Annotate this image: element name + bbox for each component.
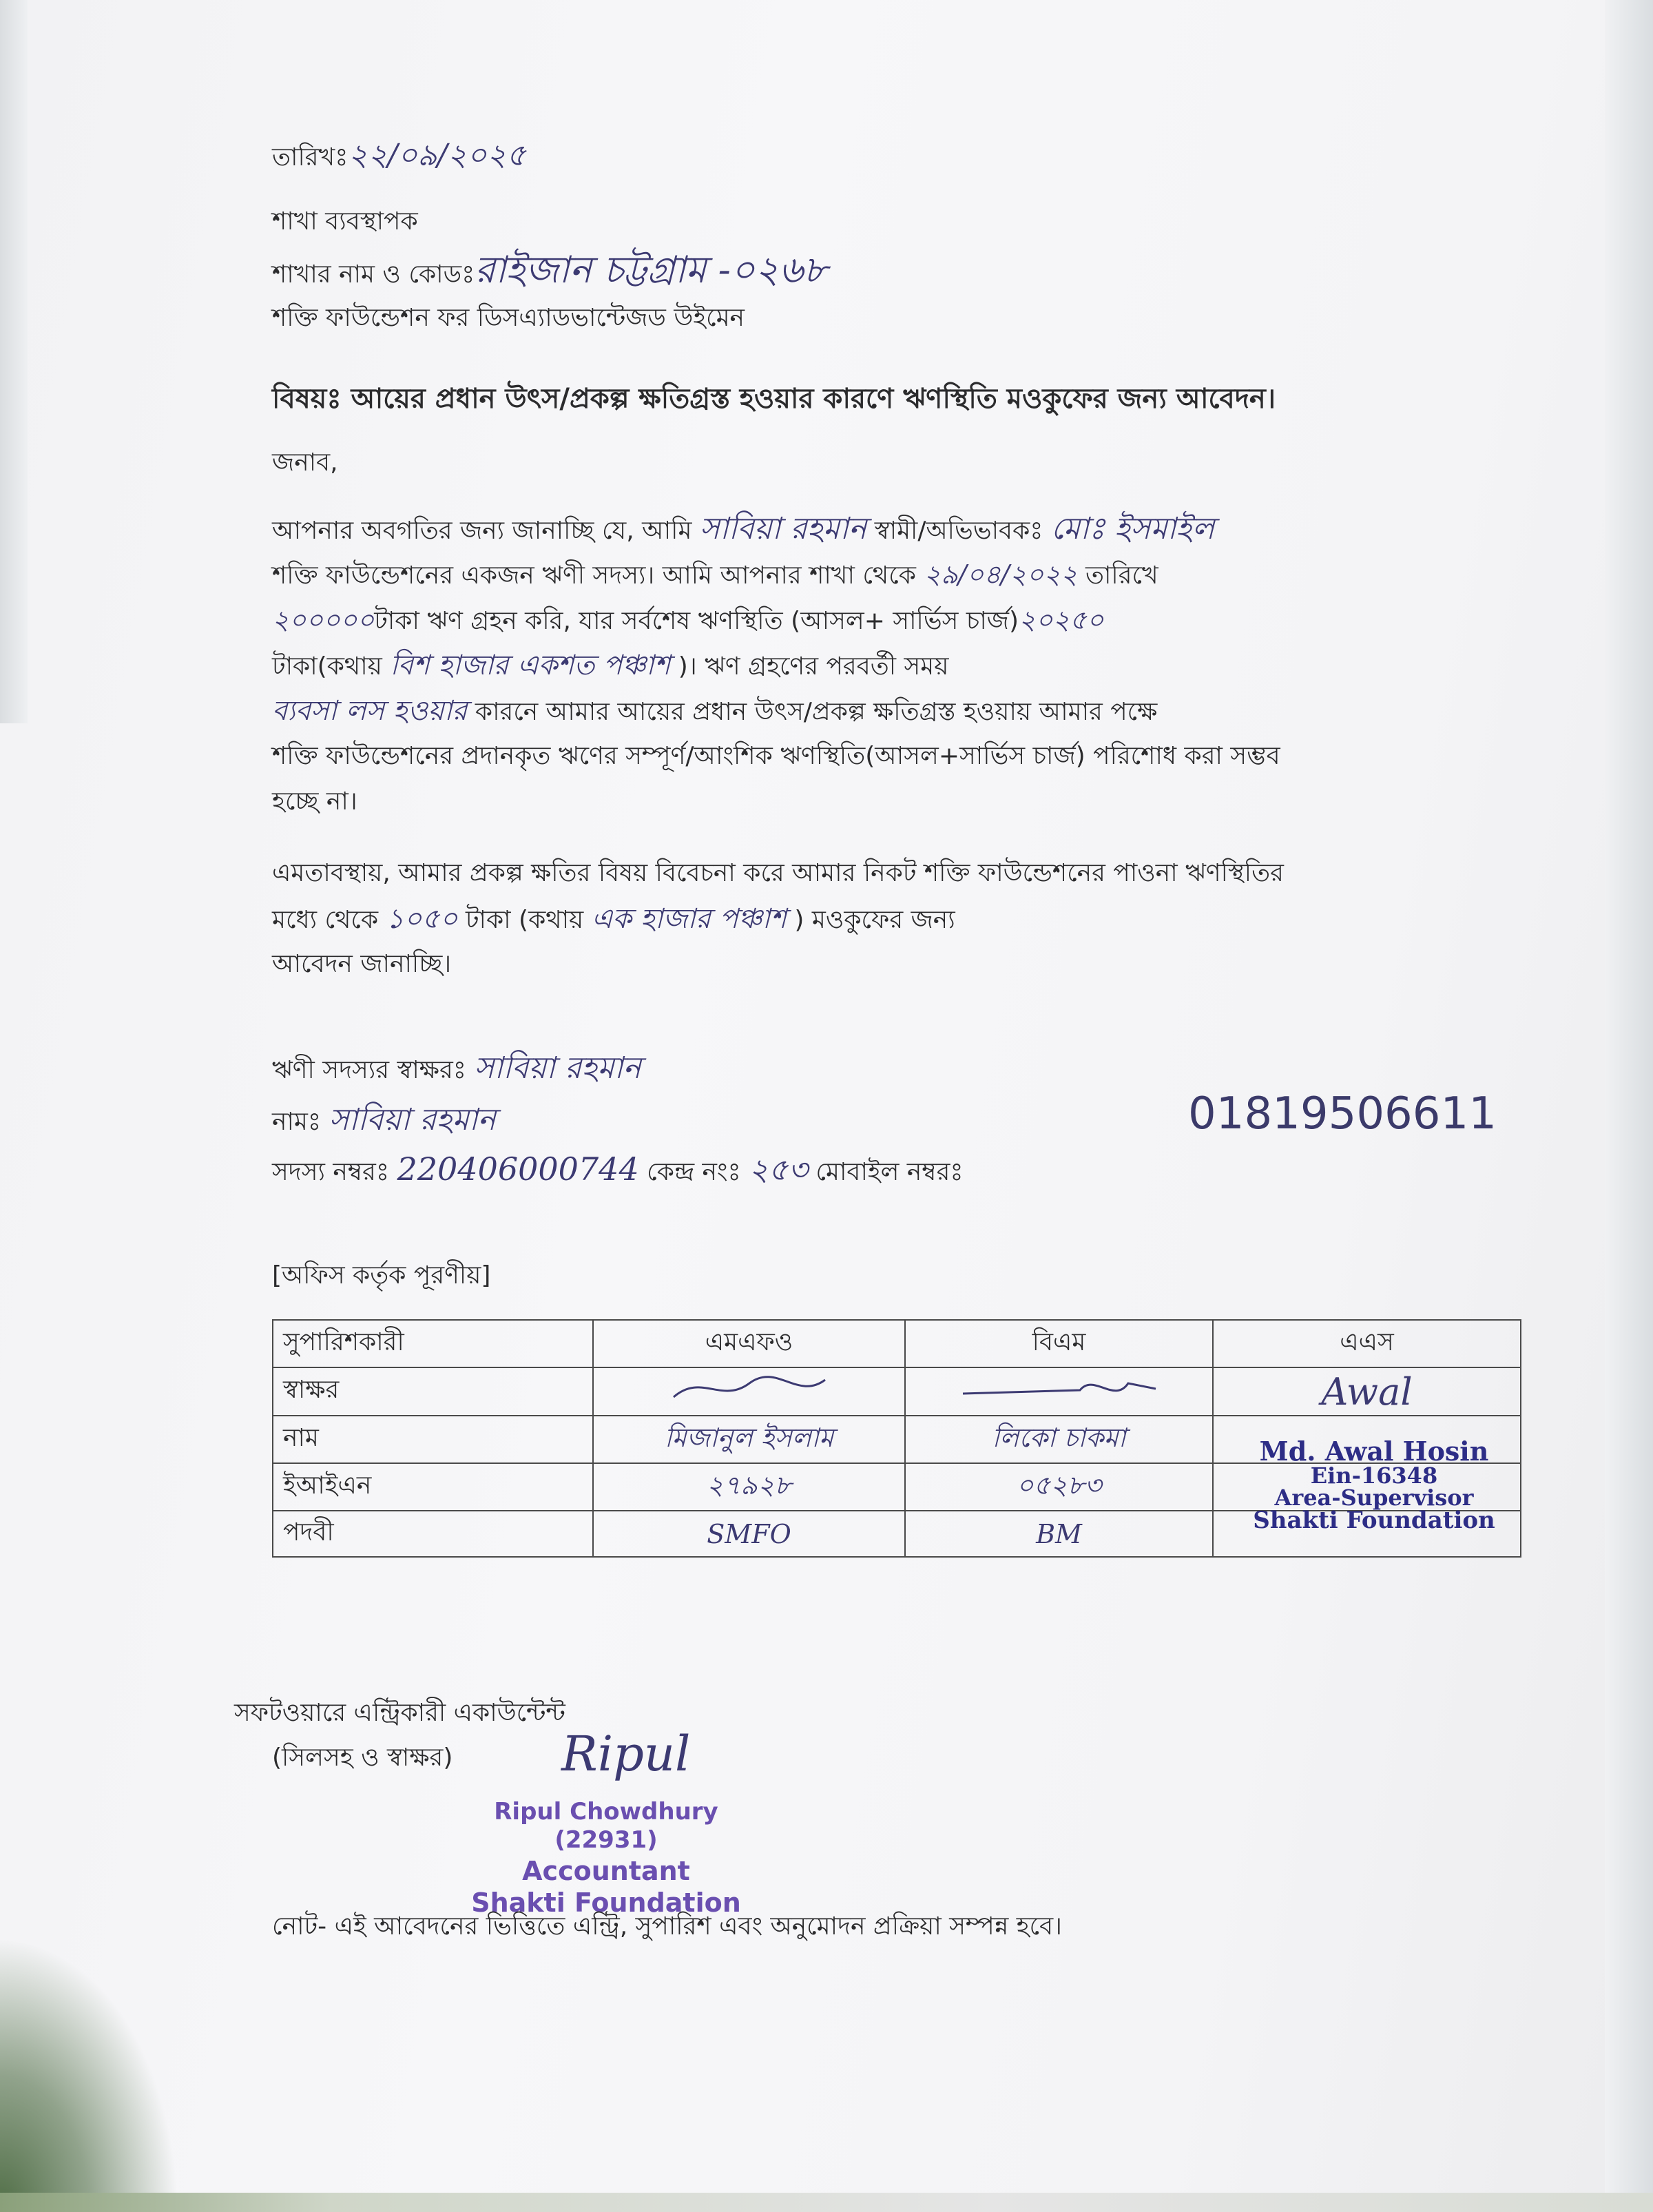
row-label-name: নাম [273, 1416, 593, 1463]
waiver-amount-handwritten: ১০৫০ [386, 903, 458, 935]
row-label-post: পদবী [273, 1511, 593, 1557]
member-signature-row [272, 1051, 641, 1087]
text-segment: শক্তি ফাউন্ডেশনের একজন ঋণী সদস্য। আমি আপনার শাখা থেকে [272, 561, 916, 590]
balance-handwritten: ২০২৫০ [1019, 605, 1104, 635]
org-name: শক্তি ফাউন্ডেশন ফর ডিসএ্যাডভান্টেজড উইমেন [272, 304, 745, 332]
addressee-line: শাখা ব্যবস্থাপক [272, 207, 418, 236]
mobile-number: 01819506611 [1188, 1088, 1497, 1139]
waiver-words-handwritten: এক হাজার পঞ্চাশ [591, 903, 787, 935]
office-section-title: [অফিস কর্তৃক পূরণীয়] [272, 1261, 491, 1290]
text-segment: )। ঋণ গ্রহণের পরবর্তী সময় [678, 652, 949, 681]
member-name: সাবিয়া রহমান [329, 1102, 496, 1137]
stamp-designation: Area-Supervisor [1274, 1485, 1474, 1511]
text-segment: হচ্ছে না। [272, 787, 357, 816]
member-name-label: নামঃ [272, 1108, 322, 1136]
col-bm: বিএম [905, 1320, 1213, 1367]
accountant-seal-label: (সিলসহ ও স্বাক্ষর) [272, 1744, 453, 1772]
col-mfo: এমএফও [593, 1320, 905, 1367]
accountant-signature: Ripul [561, 1726, 691, 1782]
mobile-label: মোবাইল নম্বরঃ [815, 1158, 964, 1186]
col-recommender: সুপারিশকারী [273, 1320, 593, 1367]
text-segment: শক্তি ফাউন্ডেশনের প্রদানকৃত ঋণের সম্পূর্ণ/আংশিক ঋণস্থিতি(আসল+সার্ভিস চার্জ) পরিশোধ করা সম্ভব [272, 742, 1280, 770]
accountant-stamp-org: Shakti Foundation [471, 1888, 741, 1919]
accountant-stamp [441, 1798, 771, 1919]
text-segment: স্বামী/অভিভাবকঃ [874, 517, 1043, 545]
text-segment: মধ্যে থেকে [272, 906, 379, 934]
text-segment: টাকা ঋণ গ্রহন করি, যার সর্বশেষ ঋণস্থিতি (আসল+ সার্ভিস চার্জ) [374, 607, 1019, 635]
mfo-ein: ২৭৯২৮ [593, 1463, 905, 1511]
loan-date-handwritten: ২৯/০৪/২০২২ [924, 559, 1078, 590]
member-number-label: সদস্য নম্বরঃ [272, 1158, 390, 1186]
guardian-handwritten: মোঃ ইসমাইল [1050, 511, 1215, 546]
date-value: ২২/০৯/২০২৫ [348, 138, 526, 173]
row-label-signature: স্বাক্ষর [273, 1367, 593, 1416]
row-label-ein: ইআইএন [273, 1463, 593, 1511]
bm-ein: ০৫২৮৩ [905, 1463, 1213, 1511]
text-segment: তারিখে [1085, 561, 1158, 590]
member-name-row [272, 1102, 496, 1139]
date-row [272, 138, 526, 174]
bm-name: লিকো চাকমা [905, 1416, 1213, 1463]
loan-amount-handwritten: ২০০০০০ [272, 605, 375, 635]
member-signature: সাবিয়া রহমান [474, 1051, 641, 1086]
branch-value: রাইজান চট্টগ্রাম -০২৬৮ [475, 248, 828, 291]
salutation: জনাব, [272, 448, 338, 477]
mfo-name: মিজানুল ইসলাম [593, 1416, 905, 1463]
area-supervisor-stamp [1223, 1438, 1526, 1532]
text-segment: আপনার অবগতির জন্য জানাচ্ছি যে, আমি [272, 517, 692, 545]
branch-label: শাখার নাম ও কোডঃ [272, 260, 475, 289]
corner-shadow [0, 1936, 179, 2212]
center-label: কেন্দ্র নংঃ [647, 1158, 741, 1186]
applicant-name-handwritten: সাবিয়া রহমান [699, 511, 867, 546]
stamp-organization: Shakti Foundation [1253, 1507, 1495, 1534]
paragraph-2 [272, 851, 1519, 987]
text-segment: কারনে আমার আয়ের প্রধান উৎস/প্রকল্প ক্ষতিগ্রস্ত হওয়ায় আমার পক্ষে [475, 698, 1158, 726]
member-number: 220406000744 [397, 1150, 639, 1188]
text-segment: ) মওকুফের জন্য [794, 906, 955, 934]
as-signature [1213, 1367, 1521, 1416]
date-label: তারিখঃ [272, 143, 349, 172]
bm-signature [905, 1367, 1213, 1416]
reason-handwritten: ব্যবসা লস হওয়ার [272, 695, 468, 727]
stamp-name: Md. Awal Hosin [1259, 1436, 1489, 1467]
accountant-label: সফটওয়ারে এন্ট্রিকারী একাউন্টেন্ট [234, 1699, 565, 1727]
left-page-edge [0, 0, 28, 723]
mfo-signature [593, 1367, 905, 1416]
member-number-row [272, 1150, 964, 1189]
accountant-stamp-name: Ripul Chowdhury (22931) [494, 1798, 718, 1854]
subject-line: বিষয়ঃ আয়ের প্রধান উৎস/প্রকল্প ক্ষতিগ্রস্ত হওয়ার কারণে ঋণস্থিতি মওকুফের জন্য আবেদন। [272, 383, 1276, 415]
table-header-row [273, 1320, 1521, 1367]
footer-note: নোট- এই আবেদনের ভিত্তিতে এন্ট্রি, সুপারিশ এবং অনুমোদন প্রক্রিয়া সম্পন্ন হবে। [272, 1912, 1063, 1941]
bm-post: BM [905, 1511, 1213, 1557]
right-page-edge [1605, 0, 1653, 2212]
text-segment: এমতাবস্থায়, আমার প্রকল্প ক্ষতির বিষয় বিবেচনা করে আমার নিকট শক্তি ফাউন্ডেশনের পাওনা ঋণস্থিতির [272, 859, 1284, 887]
stamp-ein: Ein-16348 [1310, 1462, 1438, 1489]
table-row [273, 1367, 1521, 1416]
member-signature-label: ঋণী সদস্যর স্বাক্ষরঃ [272, 1056, 466, 1084]
balance-words-handwritten: বিশ হাজার একশত পঞ্চাশ [390, 650, 671, 681]
paragraph-1 [272, 506, 1519, 825]
accountant-stamp-title: Accountant [522, 1855, 690, 1886]
text-segment: টাকা(কথায় [272, 652, 382, 681]
mfo-signature-scribble [660, 1369, 839, 1408]
text-segment: টাকা (কথায় [465, 906, 584, 934]
center-number: ২৫৩ [749, 1152, 808, 1188]
col-as: এএস [1213, 1320, 1521, 1367]
text-segment: আবেদন জানাচ্ছি। [272, 950, 452, 978]
bm-signature-scribble [956, 1369, 1163, 1408]
branch-row [272, 248, 827, 293]
bottom-strip [0, 2193, 1653, 2212]
mfo-post: SMFO [593, 1511, 905, 1557]
as-signature-text: Awal [1321, 1369, 1413, 1414]
